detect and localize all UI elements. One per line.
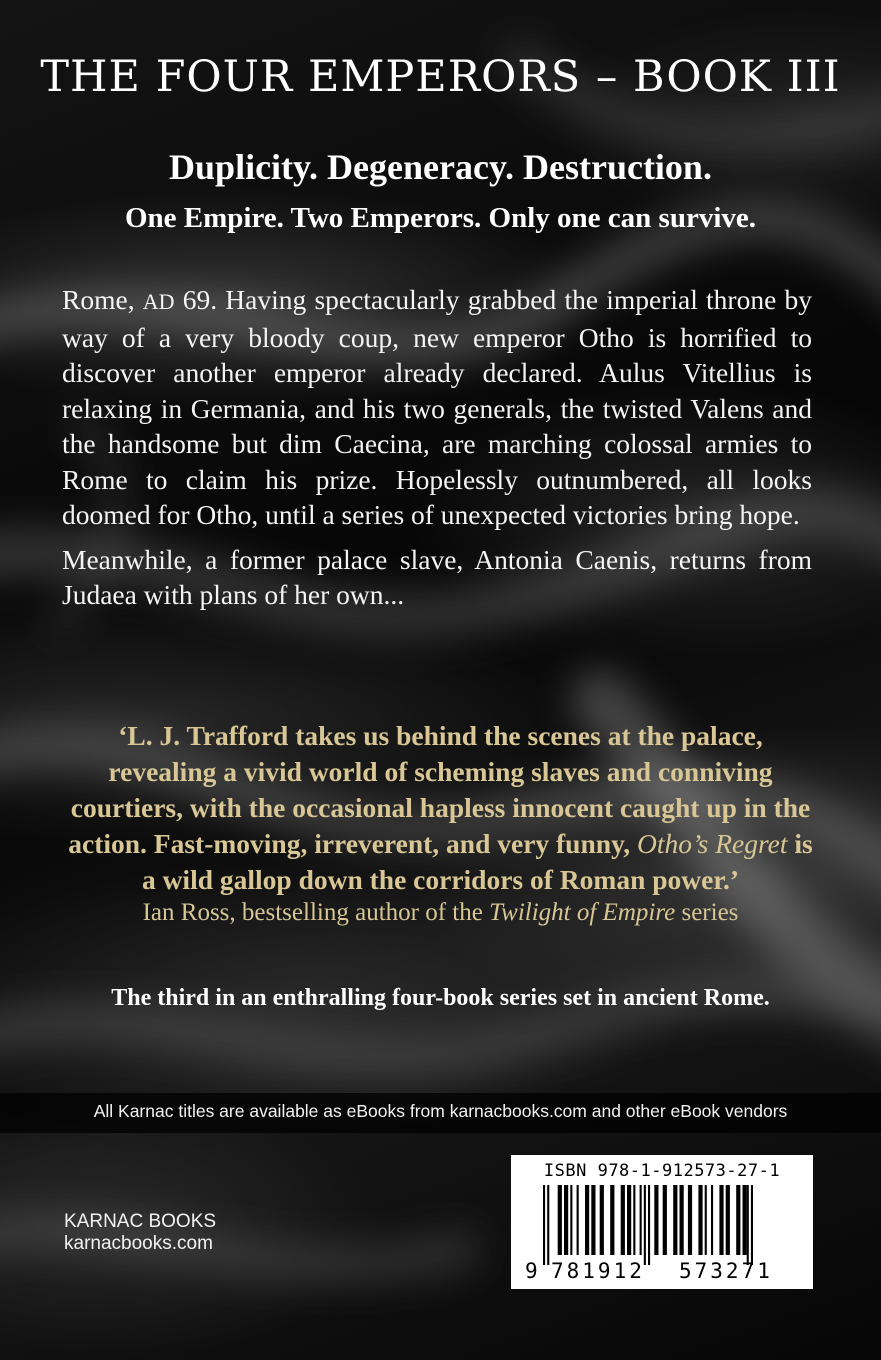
barcode-bar xyxy=(680,1185,684,1255)
barcode-bar xyxy=(648,1185,650,1265)
barcode-bar xyxy=(736,1185,740,1255)
barcode-bar xyxy=(577,1185,579,1255)
quote-text-before: ‘L. J. Trafford takes us behind the scenes at the palace, revealing a vivid world of scheming slaves and conniving courtiers, with the occasional hapless innocent caught up in the action. Fast-moving, irreverent, and very funny, xyxy=(68,720,811,859)
series-title: THE FOUR EMPERORS – BOOK III xyxy=(40,52,841,102)
ebooks-note: All Karnac titles are available as eBooks from karnacbooks.com and other eBook vendors xyxy=(93,1101,788,1121)
barcode-bar xyxy=(621,1185,625,1255)
tagline-primary: Duplicity. Degeneracy. Destruction. xyxy=(169,147,712,187)
quote-text-after: is a wild gallop down the corridors of Roman power.’ xyxy=(141,828,813,895)
attribution-series-title: Twilight of Empire xyxy=(489,899,676,926)
isbn-label: ISBN 978-1-912573-27-1 xyxy=(543,1161,781,1181)
tagline-secondary: One Empire. Two Emperors. Only one can survive. xyxy=(124,202,757,234)
barcode-bar xyxy=(698,1185,702,1255)
barcode-bar xyxy=(564,1185,568,1255)
synopsis-paragraph-1 xyxy=(62,282,812,533)
isbn-barcode xyxy=(511,1155,813,1289)
barcode-bar xyxy=(591,1185,595,1255)
barcode-bar xyxy=(673,1185,677,1255)
barcode-bar xyxy=(547,1185,549,1265)
barcode-bar xyxy=(663,1185,667,1255)
publisher-website: karnacbooks.com xyxy=(64,1233,213,1254)
isbn-digits-right: 573271 xyxy=(679,1259,773,1283)
barcode-bar xyxy=(726,1185,730,1255)
publisher-name: KARNAC BOOKS xyxy=(64,1211,217,1232)
barcode-bar xyxy=(543,1185,545,1265)
barcode-bar xyxy=(585,1185,589,1255)
series-note: The third in an enthralling four-book series set in ancient Rome. xyxy=(111,985,770,1011)
barcode-bar xyxy=(640,1185,642,1255)
quote-attribution xyxy=(0,899,881,927)
synopsis-p1-rest: 69. Having spectacularly grabbed the imperial throne by way of a very bloody coup, new emperor Otho is horrified to discover another emperor already declared. Aulus Vitellius is relaxing in Germania, and his two generals, the twisted Valens and the handsome but dim Caecina, are marching colossal armies to Rome to claim his prize. Hopelessly outnumbered, all looks doomed for Otho, until a series of unexpected victories bring hope. xyxy=(62,284,812,530)
barcode-bar xyxy=(610,1185,614,1255)
attribution-after: series xyxy=(675,899,739,926)
attribution-before: Ian Ross, bestselling author of the xyxy=(142,899,490,926)
barcode-bar xyxy=(600,1185,604,1255)
barcode-bar xyxy=(570,1185,572,1255)
barcode-bar xyxy=(627,1185,631,1255)
isbn-digit-first: 9 xyxy=(525,1259,538,1283)
barcode-bar xyxy=(711,1185,713,1255)
barcode-bar xyxy=(654,1185,658,1255)
barcode-bar xyxy=(633,1185,635,1255)
review-quote xyxy=(62,718,819,898)
barcode-bar xyxy=(644,1185,646,1265)
quote-book-title: Otho’s Regret xyxy=(637,828,788,859)
barcode-bar xyxy=(743,1185,747,1255)
synopsis-p1-start: Rome, xyxy=(62,284,143,315)
barcode-bar xyxy=(747,1185,749,1265)
publisher-block xyxy=(64,1211,216,1255)
barcode-bar xyxy=(558,1185,562,1255)
barcode-bar xyxy=(705,1185,707,1255)
barcode-bar xyxy=(751,1185,753,1265)
barcode-bar xyxy=(719,1185,723,1255)
barcode-bar xyxy=(688,1185,692,1255)
synopsis-era: AD xyxy=(142,289,175,314)
synopsis xyxy=(62,282,812,622)
synopsis-paragraph-2: Meanwhile, a former palace slave, Antonia Caenis, returns from Judaea with plans of her own... xyxy=(62,543,812,610)
barcode-bars xyxy=(521,1185,803,1265)
isbn-digits-left: 781912 xyxy=(551,1259,645,1283)
